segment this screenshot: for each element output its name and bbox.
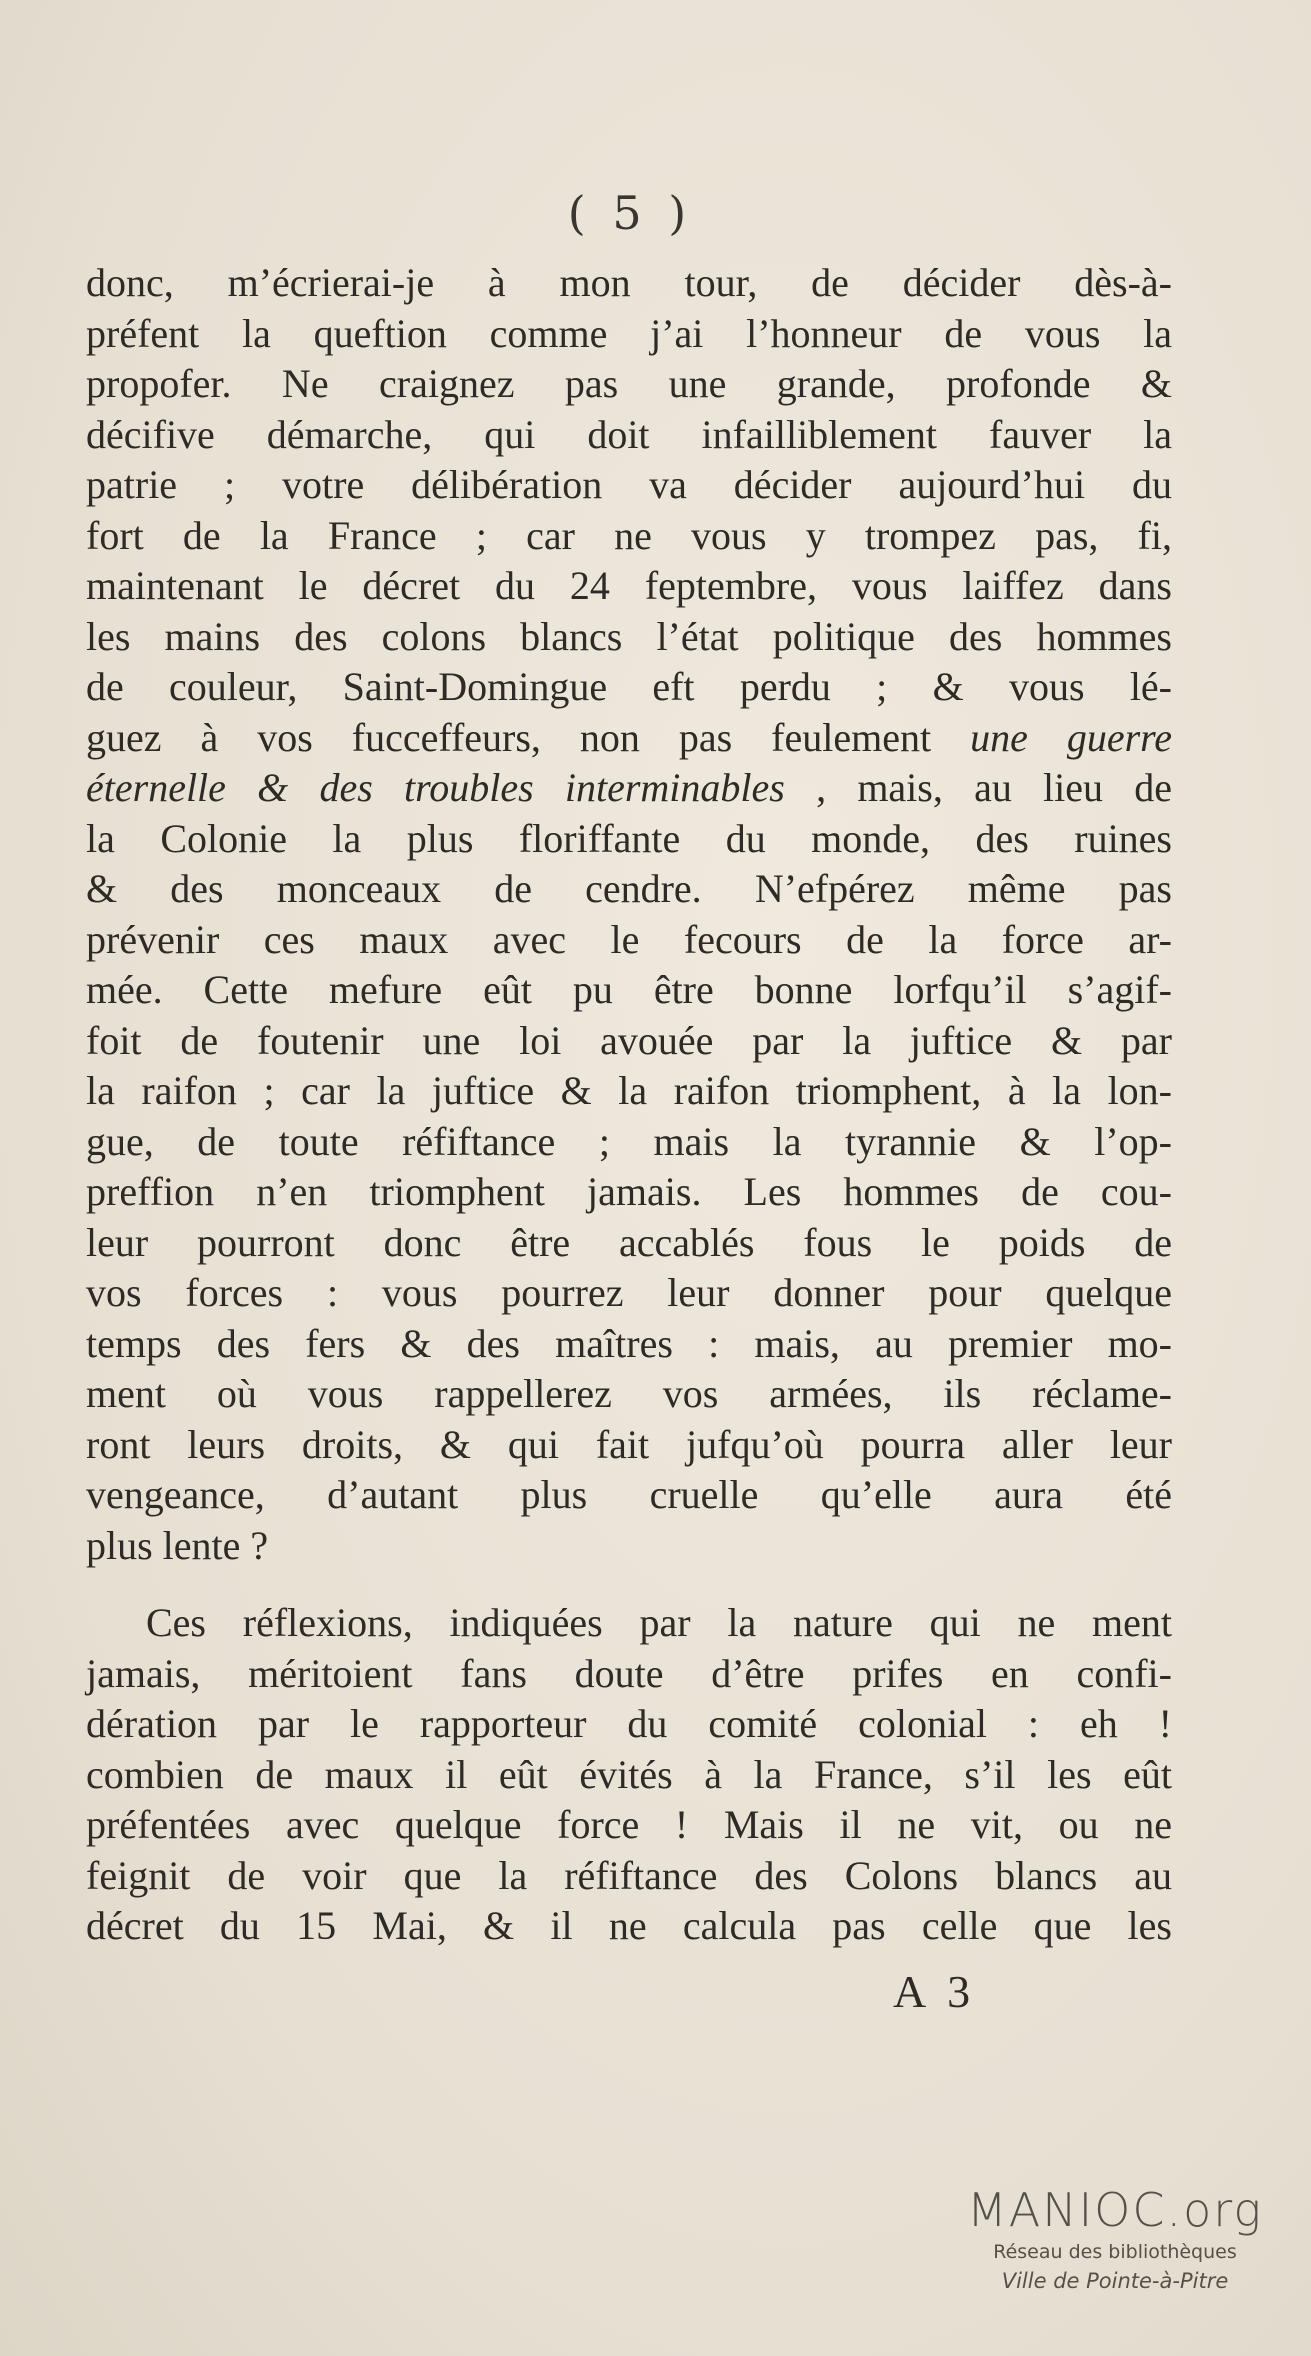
text-line: combien de maux il eût évités à la France, s’il les eût xyxy=(86,1751,1172,1797)
text-line-with-italic xyxy=(86,713,1172,764)
text-line: décifive démarche, qui doit infailliblement fauver la xyxy=(86,411,1172,457)
brand-city: Ville de Pointe-à-Pitre xyxy=(1001,2269,1229,2293)
text-line: & des monceaux de cendre. N’efpérez même pas xyxy=(86,866,1172,911)
text-line: fort de la France ; car ne vous y trompez pas, fi, xyxy=(86,512,1172,558)
text-line: décret du 15 Mai, & il ne calcula pas celle que les xyxy=(86,1903,1172,1948)
italic-phrase: une guerre xyxy=(970,714,1172,760)
paragraph-2 xyxy=(86,1598,1172,1952)
text-segment: , mais, au lieu de xyxy=(816,765,1173,810)
italic-phrase: éternelle & des troubles interminables xyxy=(86,765,785,810)
text-line: maintenant le décret du 24 feptembre, vous laiffez dans xyxy=(86,563,1172,608)
text-line: de couleur, Saint-Domingue eft perdu ; & vous lé- xyxy=(86,664,1172,709)
manioc-watermark xyxy=(950,2182,1280,2296)
text-line: la Colonie la plus floriffante du monde, des ruines xyxy=(86,815,1172,861)
brand-subtitle: Réseau des bibliothèques xyxy=(993,2241,1237,2263)
text-line: feignit de voir que la réfiftance des Colons blancs au xyxy=(86,1852,1172,1898)
paragraph-1 xyxy=(86,258,1172,1571)
text-line: gue, de toute réfiftance ; mais la tyrannie & l’op- xyxy=(86,1118,1172,1164)
text-line: dération par le rapporteur du comité colonial : eh ! xyxy=(86,1701,1172,1746)
text-line: leur pourront donc être accablés fous le poids de xyxy=(86,1219,1172,1265)
text-line: les mains des colons blancs l’état politique des hommes xyxy=(86,613,1172,659)
text-line: donc, m’écrierai-je à mon tour, de décider dès-à- xyxy=(86,260,1172,305)
text-line: preffion n’en triomphent jamais. Les hommes de cou- xyxy=(86,1169,1172,1214)
text-line: vengeance, d’autant plus cruelle qu’elle aura été xyxy=(86,1472,1172,1517)
text-line-with-italic xyxy=(86,763,1172,814)
text-line: foit de foutenir une loi avouée par la juftice & par xyxy=(86,1017,1172,1063)
text-line: mée. Cette mefure eût pu être bonne lorfqu’il s’agif- xyxy=(86,967,1172,1012)
text-line: temps des fers & des maîtres : mais, au premier mo- xyxy=(86,1320,1172,1366)
text-line: préfentées avec quelque force ! Mais il ne vit, ou ne xyxy=(86,1802,1172,1847)
page-number: ( 5 ) xyxy=(567,186,693,240)
text-line: préfent la queftion comme j’ai l’honneur de vous la xyxy=(86,310,1172,356)
text-segment: guez à vos fucceffeurs, non pas feulement xyxy=(86,714,932,760)
text-line: ront leurs droits, & qui fait jufqu’où pourra aller leur xyxy=(86,1421,1172,1467)
text-line: plus lente ? xyxy=(86,1522,269,1568)
text-line: jamais, méritoient fans doute d’être prifes en confi- xyxy=(86,1650,1172,1696)
text-line: la raifon ; car la juftice & la raifon triomphent, à la lon- xyxy=(86,1068,1172,1113)
text-line: prévenir ces maux avec le fecours de la force ar- xyxy=(86,916,1172,962)
text-line: patrie ; votre délibération va décider aujourd’hui du xyxy=(86,462,1172,507)
signature-mark: A 3 xyxy=(893,1966,977,2017)
text-line: Ces réflexions, indiquées par la nature qui ne ment xyxy=(146,1600,1172,1645)
text-line: vos forces : vous pourrez leur donner pour quelque xyxy=(86,1270,1172,1315)
text-line: propofer. Ne craignez pas une grande, profonde & xyxy=(86,361,1172,406)
manioc-logo: MANIOC.org xyxy=(967,2183,1263,2237)
text-line: ment où vous rappellerez vos armées, ils réclame- xyxy=(86,1371,1172,1416)
